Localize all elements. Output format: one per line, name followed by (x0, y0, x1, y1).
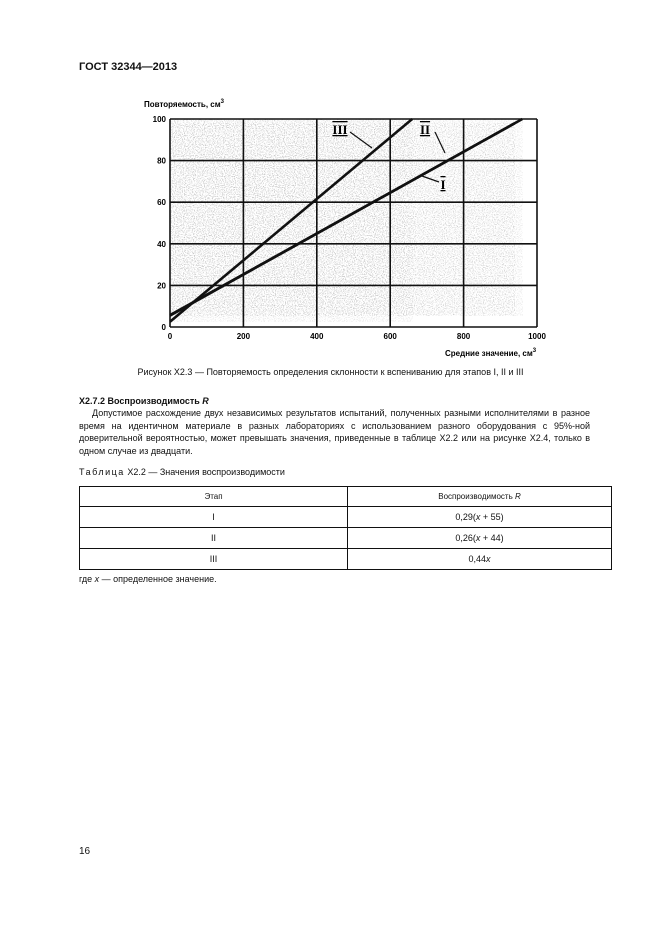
repeatability-chart (140, 92, 560, 362)
x-tick-label: 800 (456, 332, 471, 341)
table-note: где x — определенное значение. (79, 574, 217, 584)
table-row (80, 549, 612, 570)
y-tick-label: 100 (152, 115, 166, 124)
y-tick-label: 60 (157, 198, 166, 208)
body-paragraph: Допустимое расхождение двух независимых результатов испытаний, полученных разными исполнителями в разное время на идентичном материале в разных лабораториях с использованием разного оборудования с 95%-ной доверительной вероятностью, может превышать значения, приведенные в таблице X2.2 или на рисунке X2.4, только в одном случае из двадцати. (79, 408, 590, 456)
series-line-iii (170, 119, 412, 322)
chart-grid (170, 119, 537, 327)
series-labels (332, 122, 445, 192)
section-number: X2.7.2 (79, 396, 106, 406)
y-tick-label: 0 (161, 323, 166, 332)
table-caption (79, 467, 285, 477)
table-row (80, 528, 612, 549)
reproducibility-table (79, 486, 612, 570)
section-title: Воспроизводимость (107, 396, 200, 406)
table-header-row (80, 487, 612, 507)
x-tick-label: 600 (383, 332, 397, 341)
section-symbol: R (202, 396, 209, 406)
leader-line-iii (350, 132, 372, 148)
y-tick-label: 20 (157, 281, 166, 291)
x-tick-label: 400 (310, 332, 324, 341)
stage-cell: II (80, 528, 348, 549)
stage-cell: III (80, 549, 348, 570)
table-row (80, 507, 612, 528)
header-reproducibility: Воспроизводимость R (348, 487, 612, 507)
header-stage: Этап (80, 487, 348, 507)
series-label-ii: II (419, 122, 431, 137)
table-caption-title: X2.2 — Значения воспроизводимости (127, 467, 285, 477)
formula-cell: 0,26(x + 44) (348, 528, 612, 549)
chart-ticks (153, 115, 547, 341)
stage-cell: I (80, 507, 348, 528)
x-tick-label: 200 (236, 332, 251, 341)
x-tick-label: 1000 (528, 332, 546, 341)
y-tick-label: 80 (157, 156, 166, 166)
figure-caption: Рисунок X2.3 — Повторяемость определения склонности к вспениванию для этапов I, II и III (137, 367, 524, 377)
formula-cell: 0,44x (348, 549, 612, 570)
series-label-iii: III (332, 122, 348, 137)
y-tick-label: 40 (157, 239, 166, 249)
leader-line-i (422, 176, 439, 182)
formula-cell: 0,29(x + 55) (348, 507, 612, 528)
page-number: 16 (79, 846, 91, 857)
document-header: ГОСТ 32344—2013 (79, 61, 178, 73)
series-label-i: I (440, 177, 446, 192)
y-axis-label: Повторяемость, $см^3$ (144, 99, 224, 109)
x-tick-label: 0 (167, 332, 173, 341)
section-heading (79, 396, 209, 406)
leader-line-ii (435, 132, 445, 153)
table-caption-prefix: Таблица (79, 467, 125, 477)
x-axis-label: Средние значение, $см^3$ (445, 348, 537, 358)
